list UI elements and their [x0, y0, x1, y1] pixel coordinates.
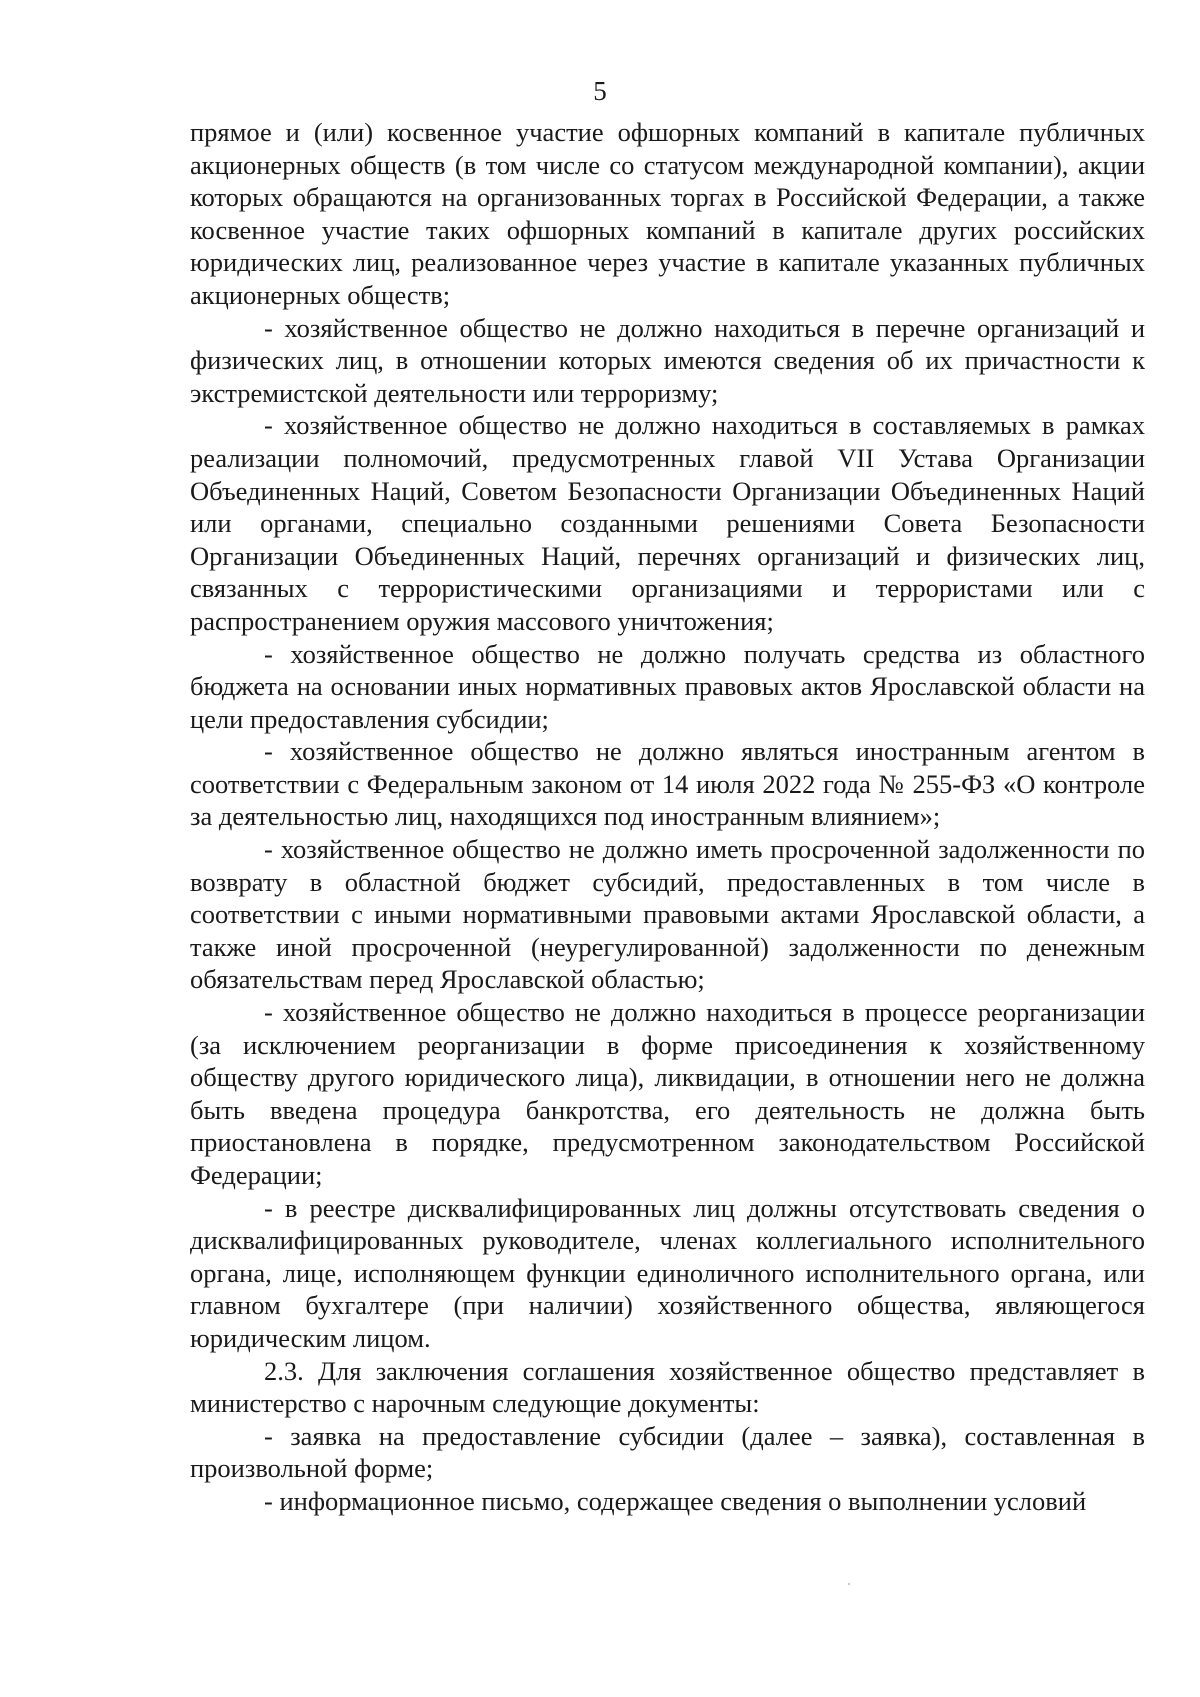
body-text: [190, 116, 1145, 1518]
paragraph-disqualified-persons: - в реестре дисквалифицированных лиц должны отсутствовать сведения о дисквалифицированных руководителе, членах коллегиального исполнительного органа, лице, исполняющем функции единоличного исполнительного органа, или главном бухгалтере (при наличии) хозяйственного общества, являющегося юридическим лицом.: [190, 1192, 1145, 1353]
paragraph-application: - заявка на предоставление субсидии (далее – заявка), составленная в произвольной форме;: [190, 1420, 1145, 1484]
paragraph-overdue-debt: - хозяйственное общество не должно иметь просроченной задолженности по возврату в областной бюджет субсидий, предоставленных в том числе в соответствии с иными нормативными правовыми актами Ярославской области, а также иной просроченной (неурегулированной) задолженности по денежным обязательствам перед Ярославской областью;: [190, 834, 1145, 995]
paragraph-extremism-list: - хозяйственное общество не должно находиться в перечне организаций и физических лиц, в отношении которых имеются сведения об их причастности к экстремистской деятельности или терроризму;: [190, 312, 1145, 408]
paragraph-foreign-agent: - хозяйственное общество не должно являться иностранным агентом в соответствии с Федеральным законом от 14 июля 2022 года № 255-ФЗ «О контроле за деятельностью лиц, находящихся под иностранным влиянием»;: [190, 736, 1145, 832]
paragraph-un-sanctions-list: - хозяйственное общество не должно находиться в составляемых в рамках реализации полномочий, предусмотренных главой VII Устава Организации Объединенных Наций, Советом Безопасности Организации Объединенных Наций или органами, специально созданными решениями Совета Безопасности Организации Объединенных Наций, перечнях организаций и физических лиц, связанных с террористическими организациями и террористами или с распространением оружия массового уничтожения;: [190, 410, 1145, 636]
paragraph-reorganization: - хозяйственное общество не должно находиться в процессе реорганизации (за исключением реорганизации в форме присоединения к хозяйственному обществу другого юридического лица), ликвидации, в отношении него не должна быть введена процедура банкротства, его деятельность не должна быть приостановлена в порядке, предусмотренном законодательством Российской Федерации;: [190, 997, 1145, 1190]
paragraph-information-letter: - информационное письмо, содержащее сведения о выполнении условий: [264, 1485, 1087, 1516]
page-number: 5: [593, 76, 607, 106]
scan-artifact-dot: [848, 1583, 850, 1585]
paragraph-budget-funds: - хозяйственное общество не должно получать средства из областного бюджета на основании иных нормативных правовых актов Ярославской области на цели предоставления субсидии;: [190, 638, 1145, 734]
paragraph-section-2-3: 2.3. Для заключения соглашения хозяйственное общество представляет в министерство с нарочным следующие документы:: [190, 1355, 1145, 1419]
paragraph-continuation: прямое и (или) косвенное участие офшорных компаний в капитале публичных акционерных обществ (в том числе со статусом международной компании), акции которых обращаются на организованных торгах в Российской Федерации, а также косвенное участие таких офшорных компаний в капитале других российских юридических лиц, реализованное через участие в капитале указанных публичных акционерных обществ;: [190, 117, 1145, 310]
